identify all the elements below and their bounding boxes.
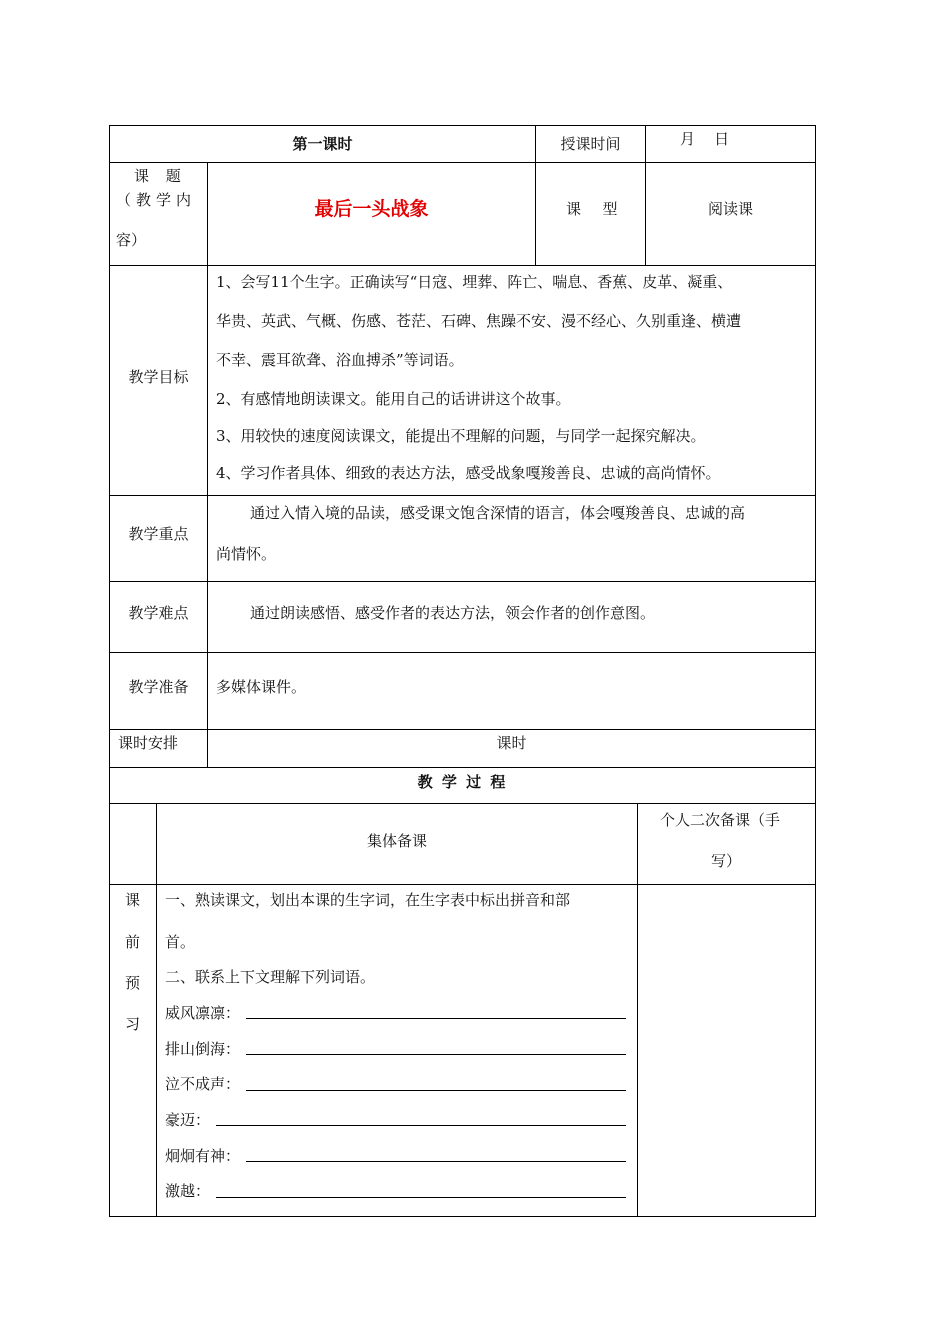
col-border	[645, 125, 646, 265]
row-border	[109, 495, 816, 496]
preview-item-2: 二、联系上下文理解下列词语。	[165, 968, 376, 986]
preparation-text: 多媒体课件。	[216, 678, 307, 696]
word-label: 炯炯有神：	[165, 1147, 241, 1165]
col-border	[109, 125, 110, 1217]
fill-in-line[interactable]	[216, 1197, 626, 1198]
row-border	[109, 581, 816, 582]
row-border	[109, 803, 816, 804]
row-border	[109, 767, 816, 768]
goal-line: 2、有感情地朗读课文。能用自己的话讲讲这个故事。	[216, 390, 571, 408]
lesson-period: 第一课时	[292, 135, 353, 153]
col-border	[156, 803, 157, 1216]
class-time-label: 授课时间	[560, 135, 621, 153]
fill-in-line[interactable]	[246, 1054, 626, 1055]
topic-label-line3: 容）	[116, 231, 147, 249]
col-border	[815, 125, 816, 1217]
row-border	[109, 729, 816, 730]
row-border	[109, 265, 816, 266]
fill-in-line[interactable]	[246, 1018, 626, 1019]
col-border	[207, 162, 208, 767]
row-border	[109, 652, 816, 653]
difficulty-text: 通过朗读感悟、感受作者的表达方法，领会作者的创作意图。	[250, 604, 656, 622]
word-label: 威风凛凛：	[165, 1004, 241, 1022]
row-border	[109, 1216, 816, 1217]
lesson-title: 最后一头战象	[314, 198, 429, 220]
date-text: 月 日	[680, 130, 730, 148]
key-points-label: 教学重点	[128, 525, 189, 543]
schedule-label: 课时安排	[118, 734, 179, 752]
word-label: 排山倒海：	[165, 1040, 241, 1058]
preview-item-1: 一、熟读课文，划出本课的生字词，在生字表中标出拼音和部	[165, 891, 571, 909]
fill-in-line[interactable]	[216, 1125, 626, 1126]
topic-label-line1: 课 题	[134, 167, 187, 185]
difficulty-label: 教学难点	[128, 604, 189, 622]
fill-in-line[interactable]	[246, 1090, 626, 1091]
preview-label-char: 课	[125, 891, 141, 909]
row-border	[109, 884, 816, 885]
preview-label-char: 习	[125, 1015, 141, 1033]
preview-label-char: 前	[125, 933, 141, 951]
fill-in-line[interactable]	[246, 1161, 626, 1162]
word-label: 激越：	[165, 1182, 211, 1200]
preparation-label: 教学准备	[128, 678, 189, 696]
topic-label-line2: （教学内	[116, 191, 197, 209]
process-title: 教 学 过 程	[417, 773, 508, 791]
col-border	[637, 803, 638, 1216]
goal-line: 3、用较快的速度阅读课文，能提出不理解的问题，与同学一起探究解决。	[216, 427, 706, 445]
personal-label-line2: 写）	[711, 852, 742, 870]
word-label: 豪迈：	[165, 1111, 211, 1129]
key-points-line: 通过入情入境的品读，感受课文饱含深情的语言，体会嘎羧善良、忠诚的高	[250, 504, 746, 522]
goal-line: 4、学习作者具体、细致的表达方法，感受战象嘎羧善良、忠诚的高尚情怀。	[216, 464, 721, 482]
goals-label: 教学目标	[128, 368, 189, 386]
schedule-value: 课时	[496, 734, 527, 752]
row-border	[109, 125, 816, 126]
collective-label: 集体备课	[366, 832, 427, 850]
word-label: 泣不成声：	[165, 1075, 241, 1093]
goal-line: 1、会写11个生字。正确读写“日寇、埋葬、阵亡、喘息、香蕉、皮革、凝重、	[216, 273, 733, 291]
type-label: 课 型	[566, 200, 622, 218]
preview-label-char: 预	[125, 974, 141, 992]
type-value: 阅读课	[707, 200, 753, 218]
row-border	[109, 162, 816, 163]
goal-line: 华贵、英武、气概、伤感、苍茫、石碑、焦躁不安、漫不经心、久别重逢、横遭	[216, 312, 742, 330]
key-points-line: 尚情怀。	[216, 545, 277, 563]
preview-item-1-cont: 首。	[165, 933, 196, 951]
personal-label-line1: 个人二次备课（手	[660, 811, 781, 829]
goal-line: 不幸、震耳欲聋、浴血搏杀”等词语。	[216, 351, 464, 369]
